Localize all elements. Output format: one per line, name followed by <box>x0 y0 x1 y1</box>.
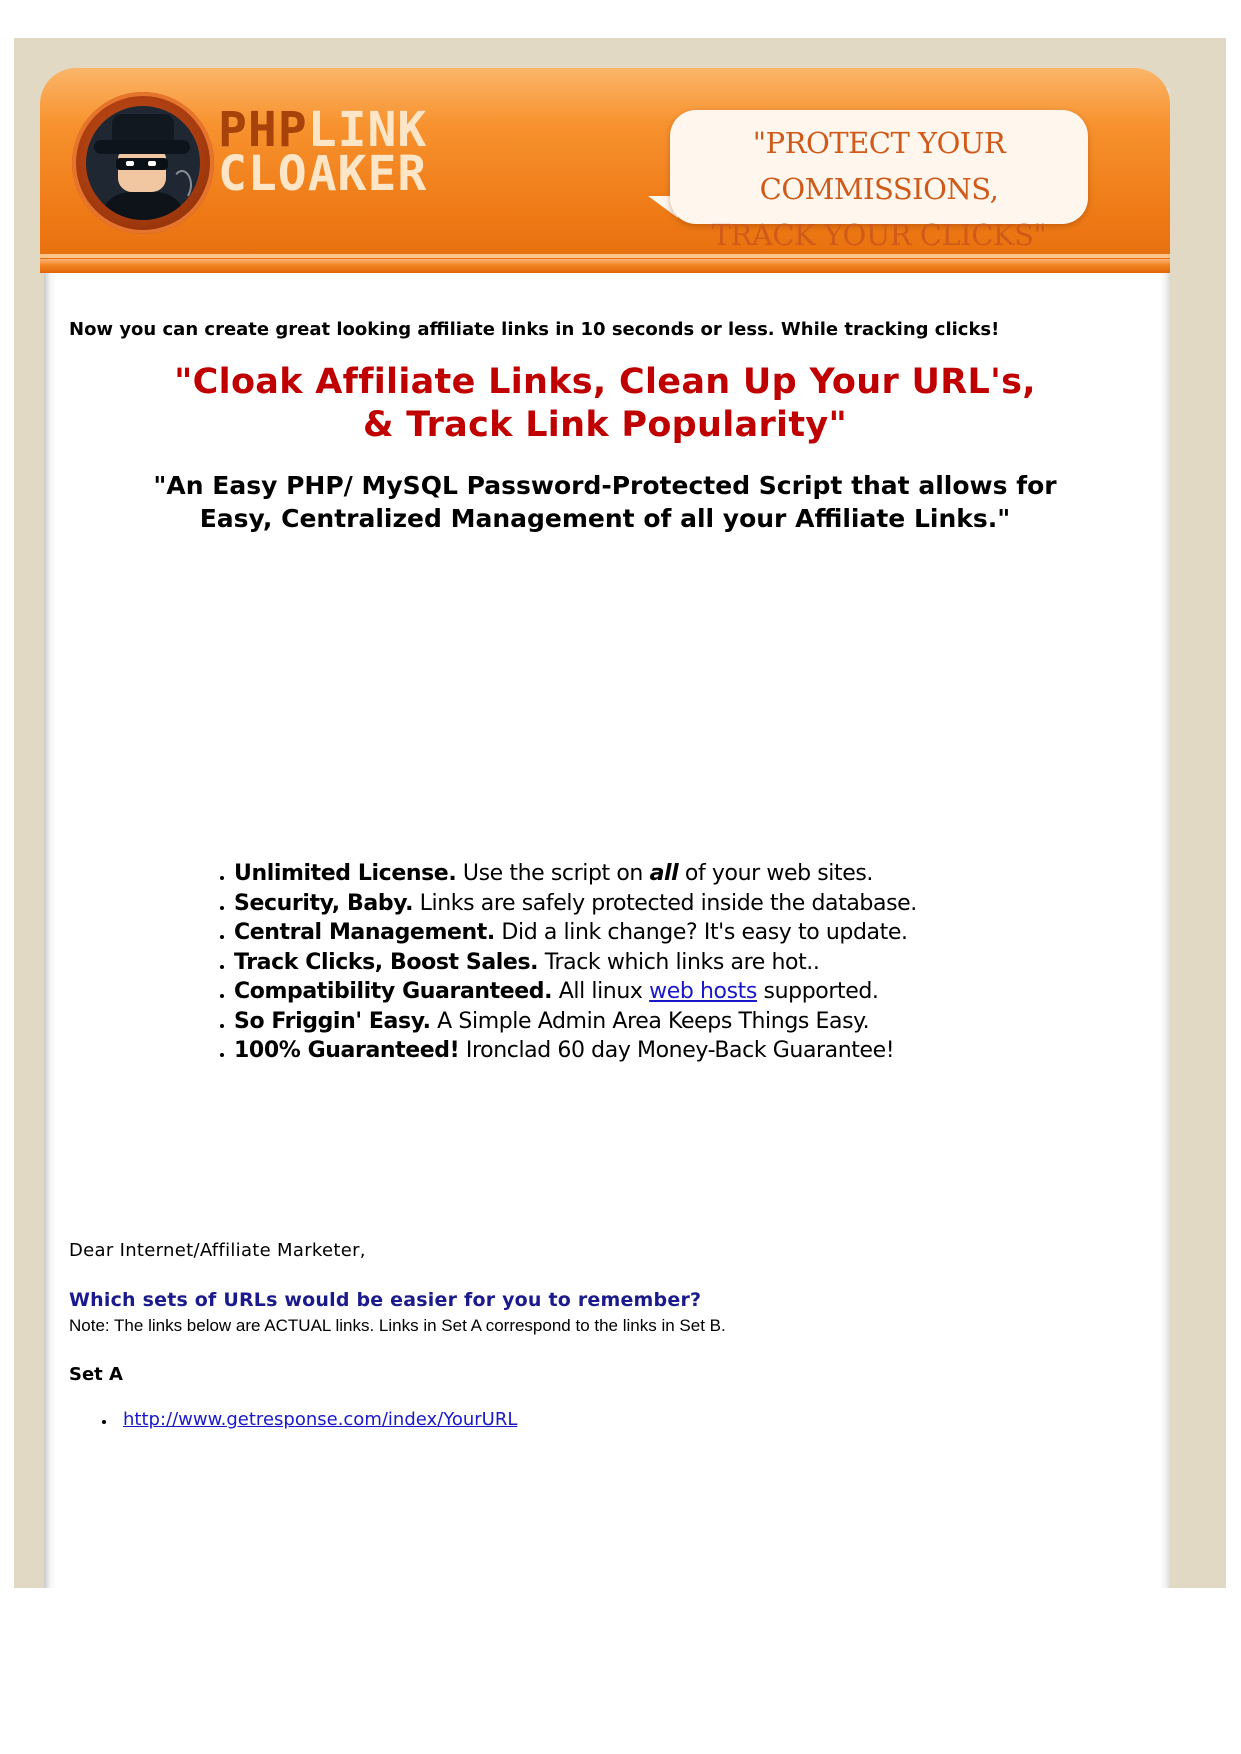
headline-line-2: & Track Link Popularity" <box>362 405 848 445</box>
feature-item: Unlimited License. Use the script on all of your web sites. <box>220 859 917 889</box>
list-item <box>96 1407 517 1433</box>
page-background <box>14 38 1226 1588</box>
feature-item: Compatibility Guaranteed. All linux web hosts supported. <box>220 977 917 1007</box>
set-a-link[interactable]: http://www.getresponse.com/index/YourURL <box>123 1409 518 1430</box>
set-a-links <box>96 1407 517 1433</box>
headline-line-1: "Cloak Affiliate Links, Clean Up Your URL's, <box>174 362 1036 402</box>
spy-mascot-icon <box>72 92 214 234</box>
web-hosts-link[interactable]: web hosts <box>649 979 757 1004</box>
feature-item: 100% Guaranteed! Ironclad 60 day Money-Back Guarantee! <box>220 1036 917 1066</box>
logo-cloaker: CLOAKER <box>218 146 428 202</box>
tagline-line-2: TRACK YOUR CLICKS" <box>711 218 1047 252</box>
logo-link: LINK <box>307 102 428 158</box>
subheadline-line-1: "An Easy PHP/ MySQL Password-Protected Script that allows for <box>153 471 1057 500</box>
logo-wordmark <box>218 102 428 202</box>
feature-item: So Friggin' Easy. A Simple Admin Area Keeps Things Easy. <box>220 1007 917 1037</box>
greeting: Dear Internet/Affiliate Marketer, <box>69 1240 366 1261</box>
question-heading: Which sets of URLs would be easier for you to remember? <box>69 1289 702 1311</box>
intro-text: Now you can create great looking affiliate links in 10 seconds or less. While tracking clicks! <box>69 319 1000 340</box>
header-banner <box>40 68 1170 273</box>
tagline-speech-bubble <box>670 110 1088 252</box>
feature-item: Central Management. Did a link change? It's easy to update. <box>220 918 917 948</box>
mascot-face <box>86 106 200 220</box>
set-a-label: Set A <box>69 1364 123 1385</box>
feature-item: Security, Baby. Links are safely protected inside the database. <box>220 889 917 919</box>
tagline-line-1: "PROTECT YOUR COMMISSIONS, <box>752 126 1006 206</box>
card-body <box>44 88 1170 1588</box>
headline <box>40 361 1170 447</box>
note-text: Note: The links below are ACTUAL links. Links in Set A correspond to the links in Set B. <box>69 1316 726 1335</box>
feature-list <box>220 859 917 1066</box>
feature-item: Track Clicks, Boost Sales. Track which links are hot.. <box>220 948 917 978</box>
content-card <box>40 68 1170 1588</box>
logo-php: PHP <box>218 102 308 158</box>
subheadline-line-2: Easy, Centralized Management of all your Affiliate Links." <box>199 504 1011 533</box>
subheadline <box>40 469 1170 535</box>
